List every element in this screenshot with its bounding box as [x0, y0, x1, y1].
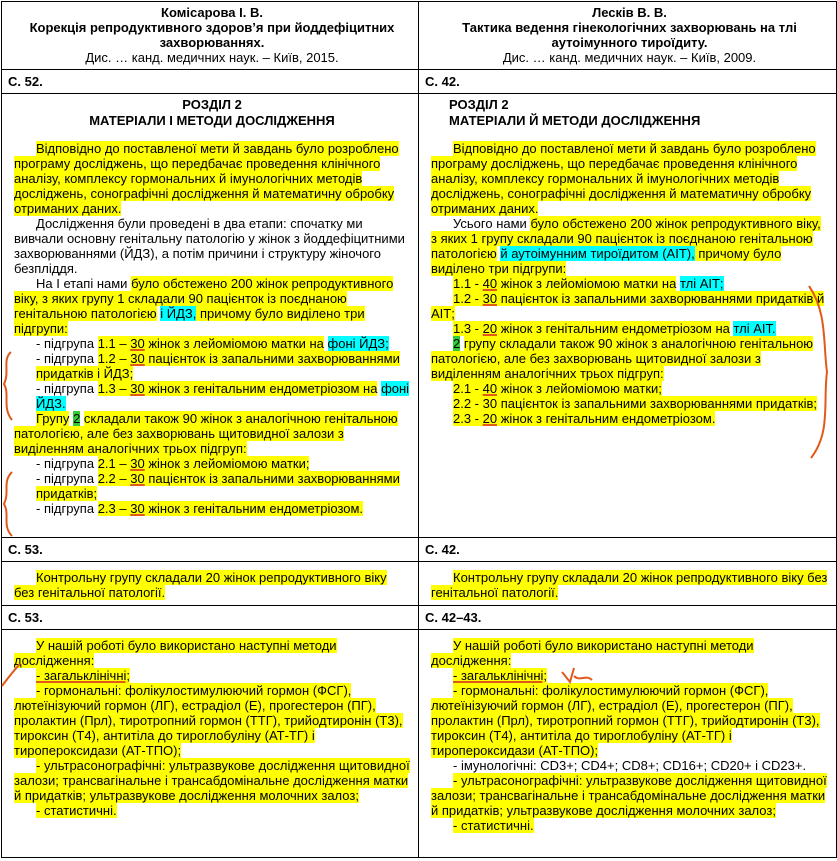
- right-page-ref-2: С. 42.: [419, 538, 837, 562]
- left-method-hormonal: - гормональні: фолікулостимулюючий гормон (ФСГ), лютеїнізуючий гормон (ЛГ), естрадіол (Е), прогестерон (ПГ), пролактин (Прл), тиротропний гормон (ТТГ), трийодтиронін (Т3), тироксин (Т4), антитіла до тироглобуліну (АТ-ТГ) і тиропероксидази (АТ-ТПО);: [14, 683, 403, 758]
- right-method-general: - загальклінічні;: [453, 668, 548, 683]
- left-group-2: Групу 2 складали також 90 жінок з аналогічною генітальною патологією, але без захворювань щитовидної залози з виділенням аналогічних трьох підгруп:: [14, 411, 398, 456]
- right-source: Дис. … канд. медичних наук. – Київ, 2009.: [502, 50, 757, 65]
- left-title: Корекція репродуктивного здоров’я при йоддефіцитних захворюваннях.: [29, 20, 395, 50]
- right-section-number: РОЗДІЛ 2: [449, 97, 509, 112]
- left-stage1-a: На I етапі нами: [36, 276, 128, 291]
- left-subgroup-1-2: - підгрупа 1.2 – 30 пацієнток із запальними захворюваннями придатків і ЙДЗ;: [36, 351, 400, 381]
- left-control-text: Контрольну групу складали 20 жінок репродуктивного віку без генітальної патології.: [14, 570, 387, 600]
- right-subgroup-1-3: 1.3 - 20 жінок з генітальним ендометріозом на тлі АІТ.: [453, 321, 776, 336]
- left-stage1: [14, 276, 410, 336]
- right-page-ref-3: С. 42–43.: [419, 606, 837, 630]
- left-source-header: [2, 2, 419, 70]
- left-section-title: МАТЕРІАЛИ І МЕТОДИ ДОСЛІДЖЕННЯ: [89, 113, 335, 128]
- right-section-title: МАТЕРІАЛИ Й МЕТОДИ ДОСЛІДЖЕННЯ: [449, 113, 701, 128]
- left-control-group: [2, 562, 419, 606]
- left-method-general: - загальклінічні;: [36, 668, 131, 683]
- left-method-ultrasound: - ультрасонографічні: ультразвукове дослідження щитовидної залози; трансвагінальне і трансабдомінальне дослідження матки й придатків; ультразвукове дослідження молочних залоз;: [14, 758, 410, 803]
- right-source-header: [419, 2, 837, 70]
- left-stage1-c: і ЙДЗ,: [160, 306, 197, 321]
- right-methods-intro: У нашій роботі було використано наступні методи дослідження:: [431, 638, 754, 668]
- left-stages: Дослідження були проведені в два етапи: спочатку ми вивчали основну генітальну патологію у жінок з йоддефіцитними захворюваннями (ЙДЗ), а потім причини і структуру жіночого безпліддя.: [14, 216, 405, 276]
- right-title: Тактика ведення гінекологічних захворювань на тлі аутоімунного тироїдиту.: [462, 20, 797, 50]
- right-page-ref: С. 42.: [419, 70, 837, 94]
- left-subgroup-1-3: - підгрупа 1.3 – 30 жінок з генітальним ендометріозом на фоні ЙДЗ.: [36, 381, 410, 411]
- left-page-ref: С. 52.: [2, 70, 419, 94]
- right-method-immunological: - імунологічні: CD3+; CD4+; CD8+; CD16+; CD20+ і CD23+.: [453, 758, 807, 773]
- right-method-ultrasound: - ультрасонографічні: ультразвукове дослідження щитовидної залози; трансвагінальне і трансабдомінальне дослідження матки й придатків; ультразвукове дослідження молочних залоз;: [431, 773, 827, 818]
- left-method-statistics: - статистичні.: [36, 803, 117, 818]
- left-source: Дис. … канд. медичних наук. – Київ, 2015.: [85, 50, 339, 65]
- right-intro: [431, 141, 828, 216]
- right-control-text: Контрольну групу складали 20 жінок репродуктивного віку без генітальної патології.: [431, 570, 828, 600]
- right-method-hormonal: - гормональні: фолікулостимулюючий гормон (ФСГ), лютеїнізуючий гормон (ЛГ), естрадіол (Е), прогестерон (ПГ), пролактин (Прл), тиротропний гормон (ТТГ), трийодтиронін (Т3), тироксин (Т4), антитіла до тироглобуліну (АТ-ТГ) і тиропероксидази (АТ-ТПО);: [431, 683, 820, 758]
- left-page-ref-2: С. 53.: [2, 538, 419, 562]
- left-subgroup-2-2: - підгрупа 2.2 – 30 пацієнток із запальними захворюваннями придатків;: [36, 471, 400, 501]
- left-methods: [2, 630, 419, 858]
- right-intro-text: Відповідно до поставленої мети й завдань було розроблено програму досліджень, що передбачає проведення клінічного аналізу, комплексу гормональних й імунологічних методів досліджень, сонографічні дослідження й математичну обробку отриманих даних.: [431, 141, 816, 216]
- left-intro-text: Відповідно до поставленої мети й завдань було розроблено програму досліджень, що передбачає проведення клінічного аналізу, комплексу гормональних й імунологічних методів досліджень, сонографічні дослідження й математичну обробку отриманих даних.: [14, 141, 399, 216]
- right-text-block-1: [419, 94, 837, 538]
- comparison-table: [1, 1, 837, 858]
- left-intro: [14, 141, 410, 216]
- right-author: Лесків В. В.: [592, 5, 667, 20]
- left-subgroup-2-1: - підгрупа 2.1 – 30 жінок з лейоміомою матки;: [36, 456, 310, 471]
- right-subgroup-2-1: 2.1 - 40 жінок з лейоміомою матки;: [453, 381, 662, 396]
- left-stage1-b: було обстежено 200 жінок репродуктивного віку, з яких групу 1 складали 90 пацієнток із поєднаною генітальною патологією: [14, 276, 394, 321]
- left-section-heading: [14, 97, 410, 129]
- right-group-2: 2 групу складали також 90 жінок з аналогічною генітальною патологією, але без захворювань щитовидної залози з виділенням аналогічних трьох підгруп:: [431, 336, 814, 381]
- left-page-ref-3: С. 53.: [2, 606, 419, 630]
- left-methods-intro: У нашій роботі було використано наступні методи дослідження:: [14, 638, 337, 668]
- left-stage1-d: причому було виділено три підгрупи:: [14, 306, 365, 336]
- right-subgroup-2-3: 2.3 - 20 жінок з генітальним ендометріозом.: [453, 411, 716, 426]
- right-subgroup-1-2: 1.2 - 30 пацієнток із запальними захворюваннями придатків й АІТ;: [431, 291, 825, 321]
- right-stage: Усього нами було обстежено 200 жінок репродуктивного віку, з яких 1 групу складали 90 пацієнток із поєднаною генітальною патологією й аутоімунним тироїдитом (АІТ), причому було виділено три підгрупи:: [431, 216, 821, 276]
- right-method-statistics: - статистичні.: [453, 818, 534, 833]
- left-text-block-1: [2, 94, 419, 538]
- right-methods: [419, 630, 837, 858]
- right-subgroup-2-2: 2.2 - 30 пацієнток із запальними захворюваннями придатків;: [453, 396, 817, 411]
- left-subgroup-2-3: - підгрупа 2.3 – 30 жінок з генітальним ендометріозом.: [36, 501, 364, 516]
- left-section-number: РОЗДІЛ 2: [182, 97, 242, 112]
- left-subgroup-1-1: - підгрупа 1.1 – 30 жінок з лейоміомою матки на фоні ЙДЗ;: [36, 336, 389, 351]
- left-author: Комісарова І. В.: [161, 5, 263, 20]
- right-section-heading: [431, 97, 828, 129]
- right-control-group: [419, 562, 837, 606]
- right-subgroup-1-1: 1.1 - 40 жінок з лейоміомою матки на тлі АІТ;: [453, 276, 724, 291]
